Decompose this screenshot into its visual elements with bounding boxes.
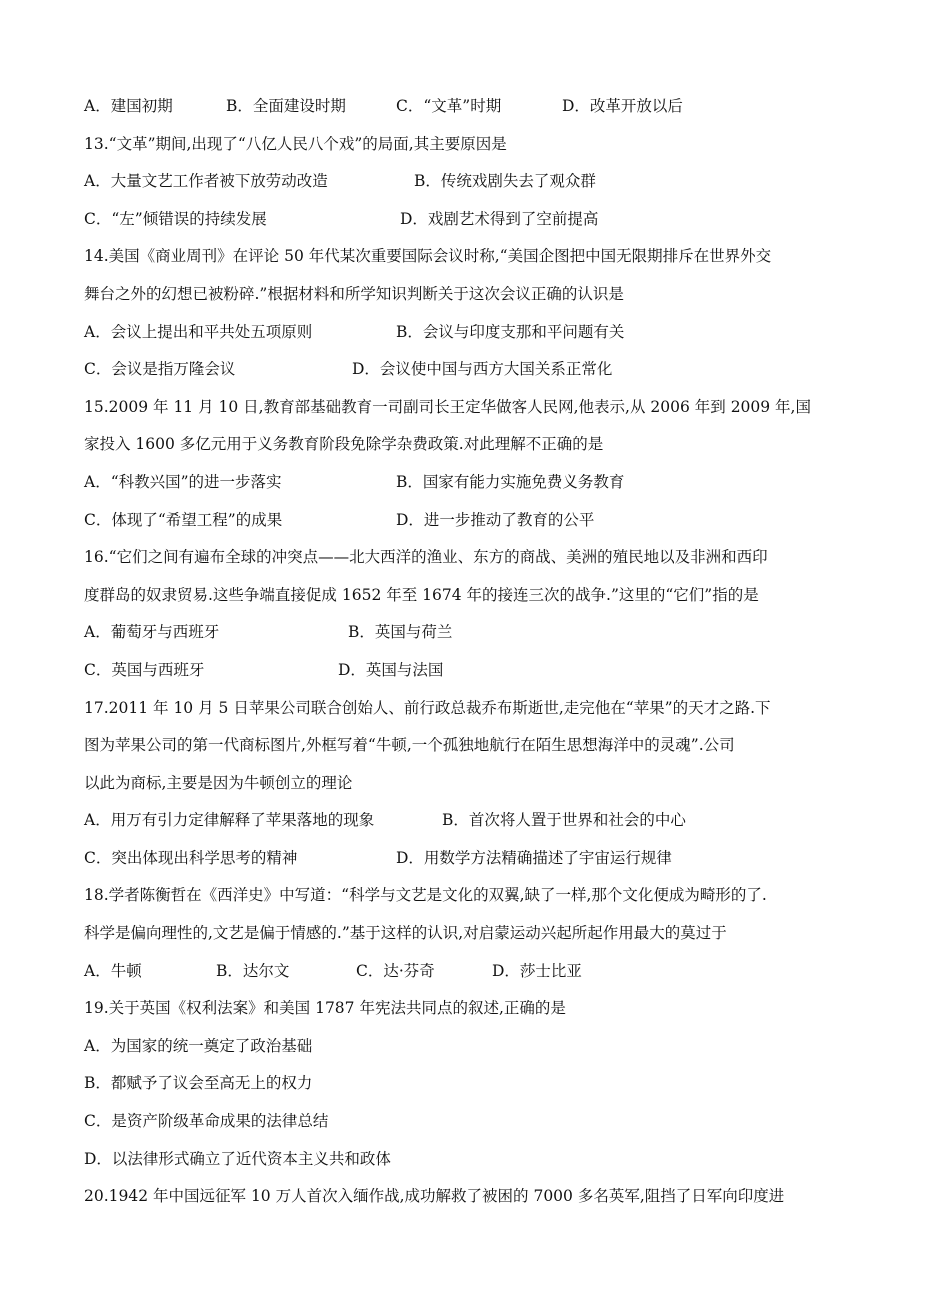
option-d: D．会议使中国与西方大国关系正常化 [352, 360, 613, 379]
option-d: D．戏剧艺术得到了空前提高 [400, 209, 599, 228]
options-row [84, 351, 874, 389]
option-d: D．以法律形式确立了近代资本主义共和政体 [84, 1149, 391, 1168]
question-14-stem: 14.美国《商业周刊》在评论 50 年代某次重要国际会议时称,“美国企图把中国无限期排斥在世界外交 [84, 247, 772, 266]
question-18-stem-cont: 科学是偏向理性的,文艺是偏于情感的.”基于这样的认识,对启蒙运动兴起所起作用最大的莫过于 [84, 924, 727, 943]
option-d: D．进一步推动了教育的公平 [396, 510, 595, 529]
option-a: A．大量文艺工作者被下放劳动改造 [84, 172, 328, 191]
option-c: C．英国与西班牙 [84, 660, 205, 679]
question-13-stem: 13.“文革”期间,出现了“八亿人民八个戏”的局面,其主要原因是 [84, 134, 507, 153]
option-a: A．会议上提出和平共处五项原则 [84, 322, 313, 341]
question-stem [84, 990, 874, 1028]
options-row [84, 840, 874, 878]
question-stem [84, 1178, 874, 1216]
options-row [84, 464, 874, 502]
question-20-stem: 20.1942 年中国远征军 10 万人首次入缅作战,成功解救了被困的 7000 多名英军,阻挡了日军向印度进 [84, 1187, 785, 1206]
question-15-stem-cont: 家投入 1600 多亿元用于义务教育阶段免除学杂费政策.对此理解不正确的是 [84, 435, 604, 454]
option-d: D．改革开放以后 [562, 97, 683, 115]
option-b: B．首次将人置于世界和社会的中心 [442, 811, 686, 830]
option-b: B．国家有能力实施免费义务教育 [396, 472, 625, 491]
question-17-stem-cont-2: 以此为商标,主要是因为牛顿创立的理论 [84, 773, 353, 792]
question-17-stem-cont: 图为苹果公司的第一代商标图片,外框写着“牛顿,一个孤独地航行在陌生思想海洋中的灵魂”.公司 [84, 736, 735, 755]
options-row [84, 953, 874, 991]
options-row [84, 652, 874, 690]
option-b: B．会议与印度支那和平问题有关 [396, 322, 625, 341]
option-c: C．“左”倾错误的持续发展 [84, 209, 267, 228]
option-a: A．为国家的统一奠定了政治基础 [84, 1036, 313, 1055]
question-18-stem: 18.学者陈衡哲在《西洋史》中写道：“科学与文艺是文化的双翼,缺了一样,那个文化便成为畸形的了. [84, 886, 767, 905]
options-row [84, 88, 874, 126]
question-stem [84, 389, 874, 427]
question-14-stem-cont: 舞台之外的幻想已被粉碎.”根据材料和所学知识判断关于这次会议正确的认识是 [84, 284, 624, 303]
option-b: B．全面建设时期 [226, 97, 346, 115]
question-stem [84, 126, 874, 164]
question-stem-continued [84, 765, 874, 803]
option-b: B．英国与荷兰 [348, 623, 453, 642]
question-stem-continued [84, 727, 874, 765]
exam-page [84, 88, 874, 1216]
option-c: C．会议是指万隆会议 [84, 360, 236, 379]
option-c: C．是资产阶级革命成果的法律总结 [84, 1112, 329, 1131]
option-c: C．突出体现出科学思考的精神 [84, 848, 298, 867]
question-16-stem: 16.“它们之间有遍布全球的冲突点——北大西洋的渔业、东方的商战、美洲的殖民地以及非洲和西印 [84, 548, 768, 567]
options-row [84, 614, 874, 652]
option-a: A．牛顿 [84, 961, 142, 980]
question-stem-continued [84, 577, 874, 615]
options-row [84, 502, 874, 540]
question-stem [84, 539, 874, 577]
question-stem-continued [84, 276, 874, 314]
option-c: C．体现了“希望工程”的成果 [84, 510, 283, 529]
options-row [84, 163, 874, 201]
option-c: C．“文革”时期 [396, 97, 502, 115]
option-line [84, 1028, 874, 1066]
option-d: D．用数学方法精确描述了宇宙运行规律 [396, 848, 672, 867]
question-stem [84, 238, 874, 276]
option-c: C．达·芬奇 [356, 961, 435, 980]
option-a: A．用万有引力定律解释了苹果落地的现象 [84, 811, 375, 830]
question-17-stem: 17.2011 年 10 月 5 日苹果公司联合创始人、前行政总裁乔布斯逝世,走完他在“苹果”的天才之路.下 [84, 698, 771, 717]
question-15-stem: 15.2009 年 11 月 10 日,教育部基础教育一司副司长王定华做客人民网,他表示,从 2006 年到 2009 年,国 [84, 397, 811, 416]
option-b: B．传统戏剧失去了观众群 [414, 172, 596, 191]
option-a: A．葡萄牙与西班牙 [84, 623, 220, 642]
option-line [84, 1141, 874, 1179]
question-stem [84, 877, 874, 915]
question-stem-continued [84, 915, 874, 953]
question-19-stem: 19.关于英国《权利法案》和美国 1787 年宪法共同点的叙述,正确的是 [84, 999, 566, 1018]
question-16-stem-cont: 度群岛的奴隶贸易.这些争端直接促成 1652 年至 1674 年的接连三次的战争.”这里的“它们”指的是 [84, 585, 759, 604]
option-d: D．莎士比亚 [492, 961, 582, 980]
option-a: A．“科教兴国”的进一步落实 [84, 472, 282, 491]
option-b: B．都赋予了议会至高无上的权力 [84, 1074, 313, 1093]
option-d: D．英国与法国 [338, 660, 444, 679]
option-b: B．达尔文 [216, 961, 290, 980]
option-line [84, 1065, 874, 1103]
options-row [84, 314, 874, 352]
options-row [84, 802, 874, 840]
option-a: A．建国初期 [84, 97, 173, 115]
question-stem [84, 690, 874, 728]
options-row [84, 201, 874, 239]
question-stem-continued [84, 426, 874, 464]
option-line [84, 1103, 874, 1141]
